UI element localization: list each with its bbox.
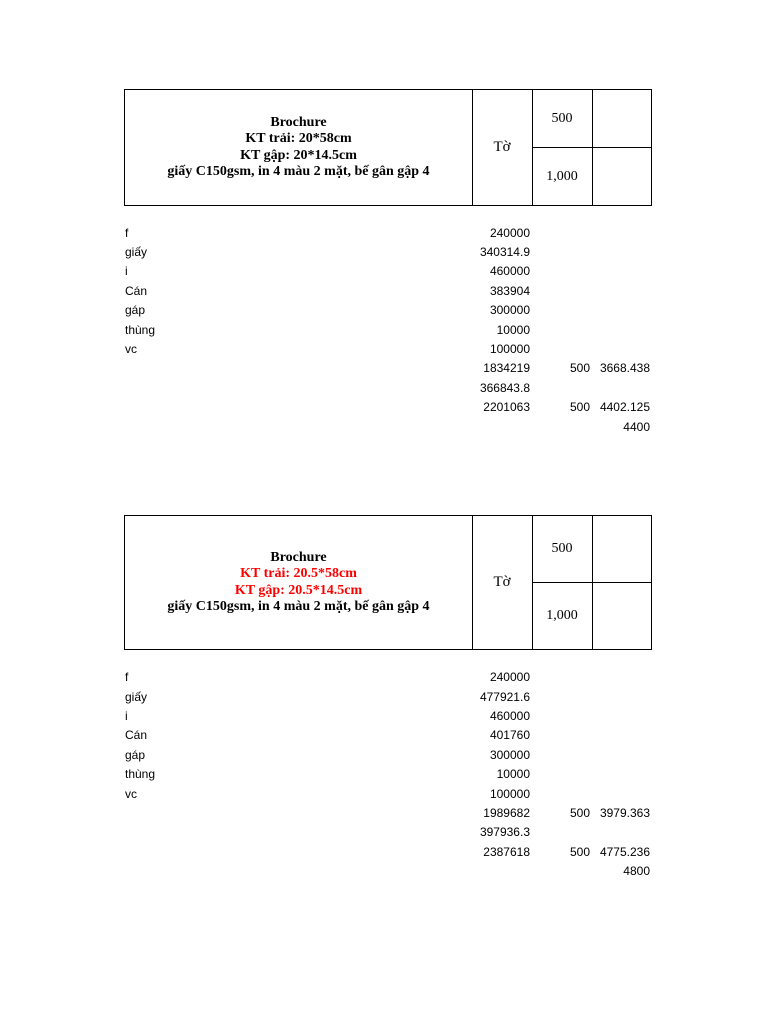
unit-price: 4775.236 [599,845,650,859]
unit-price: 4402.125 [599,400,650,414]
unit-label: Tờ [493,139,511,155]
price-cell-2 [592,148,651,205]
cost-value: 300000 [489,748,530,762]
cost-label: gáp [125,303,146,317]
cost-label: Cán [125,728,148,742]
markup-value: 366843.8 [479,381,530,395]
cost-value: 10000 [496,323,530,337]
markup-value: 397936.3 [479,825,530,839]
quantity-column [532,90,593,205]
cost-value: 460000 [489,264,530,278]
total-value: 2387618 [483,845,530,859]
cost-label: vc [125,342,137,356]
qty-cell-2 [532,148,592,205]
cost-value: 240000 [489,226,530,240]
unit-label: Tờ [493,574,511,590]
qty-cell-1 [532,516,592,582]
price-cell-1 [592,516,651,582]
qty-value: 500 [551,110,573,126]
cost-label: thùng [125,323,156,337]
rounded-price: 4800 [623,864,650,878]
price-cell-1 [592,90,651,147]
cost-label: thùng [125,767,156,781]
folded-size: KT gập: 20*14.5cm [240,147,357,163]
calc-qty: 500 [569,806,590,820]
price-cell-2 [592,583,651,649]
cost-label: f [125,670,129,684]
open-size: KT trải: 20.5*58cm [240,566,357,581]
spec-description-2 [125,516,473,649]
price-column [592,90,651,205]
cost-label: giấy [125,245,148,259]
qty-value: 1,000 [546,168,578,184]
cost-value: 401760 [489,728,530,742]
cost-value: 477921.6 [479,690,530,704]
unit-price: 3979.363 [599,806,650,820]
cost-value: 460000 [489,709,530,723]
cost-value: 100000 [489,342,530,356]
folded-size: KT gập: 20.5*14.5cm [234,582,363,598]
cost-value: 10000 [496,767,530,781]
subtotal-value: 1989682 [483,806,530,820]
spec-box-1 [124,89,652,206]
rounded-price: 4400 [623,420,650,434]
cost-value: 240000 [489,670,530,684]
price-column [592,516,651,649]
cost-value: 383904 [489,284,530,298]
product-title: Brochure [270,114,327,130]
cost-label: vc [125,787,137,801]
open-size: KT trải: 20*58cm [245,131,352,146]
cost-value: 100000 [489,787,530,801]
cost-label: f [125,226,129,240]
paper-spec: giấy C150gsm, in 4 màu 2 mặt, bế gân gập 4 [167,164,430,179]
cost-value: 300000 [489,303,530,317]
unit-price: 3668.438 [599,361,650,375]
cost-label: gáp [125,748,146,762]
unit-cell [472,516,533,649]
calc-qty: 500 [569,845,590,859]
qty-cell-1 [532,90,592,147]
product-title: Brochure [270,549,327,565]
cost-label: i [125,264,128,278]
cost-label: giấy [125,690,148,704]
quantity-column [532,516,593,649]
spec-description-1 [125,90,473,205]
spec-box-2 [124,515,652,650]
subtotal-value: 1834219 [483,361,530,375]
cost-label: Cán [125,284,148,298]
cost-label: i [125,709,128,723]
unit-cell [472,90,533,205]
calc-qty: 500 [569,361,590,375]
qty-cell-2 [532,583,592,649]
qty-value: 1,000 [546,608,578,623]
qty-value: 500 [551,541,573,556]
total-value: 2201063 [483,400,530,414]
calc-qty: 500 [569,400,590,414]
paper-spec: giấy C150gsm, in 4 màu 2 mặt, bế gân gập 4 [167,599,430,614]
cost-value: 340314.9 [479,245,530,259]
